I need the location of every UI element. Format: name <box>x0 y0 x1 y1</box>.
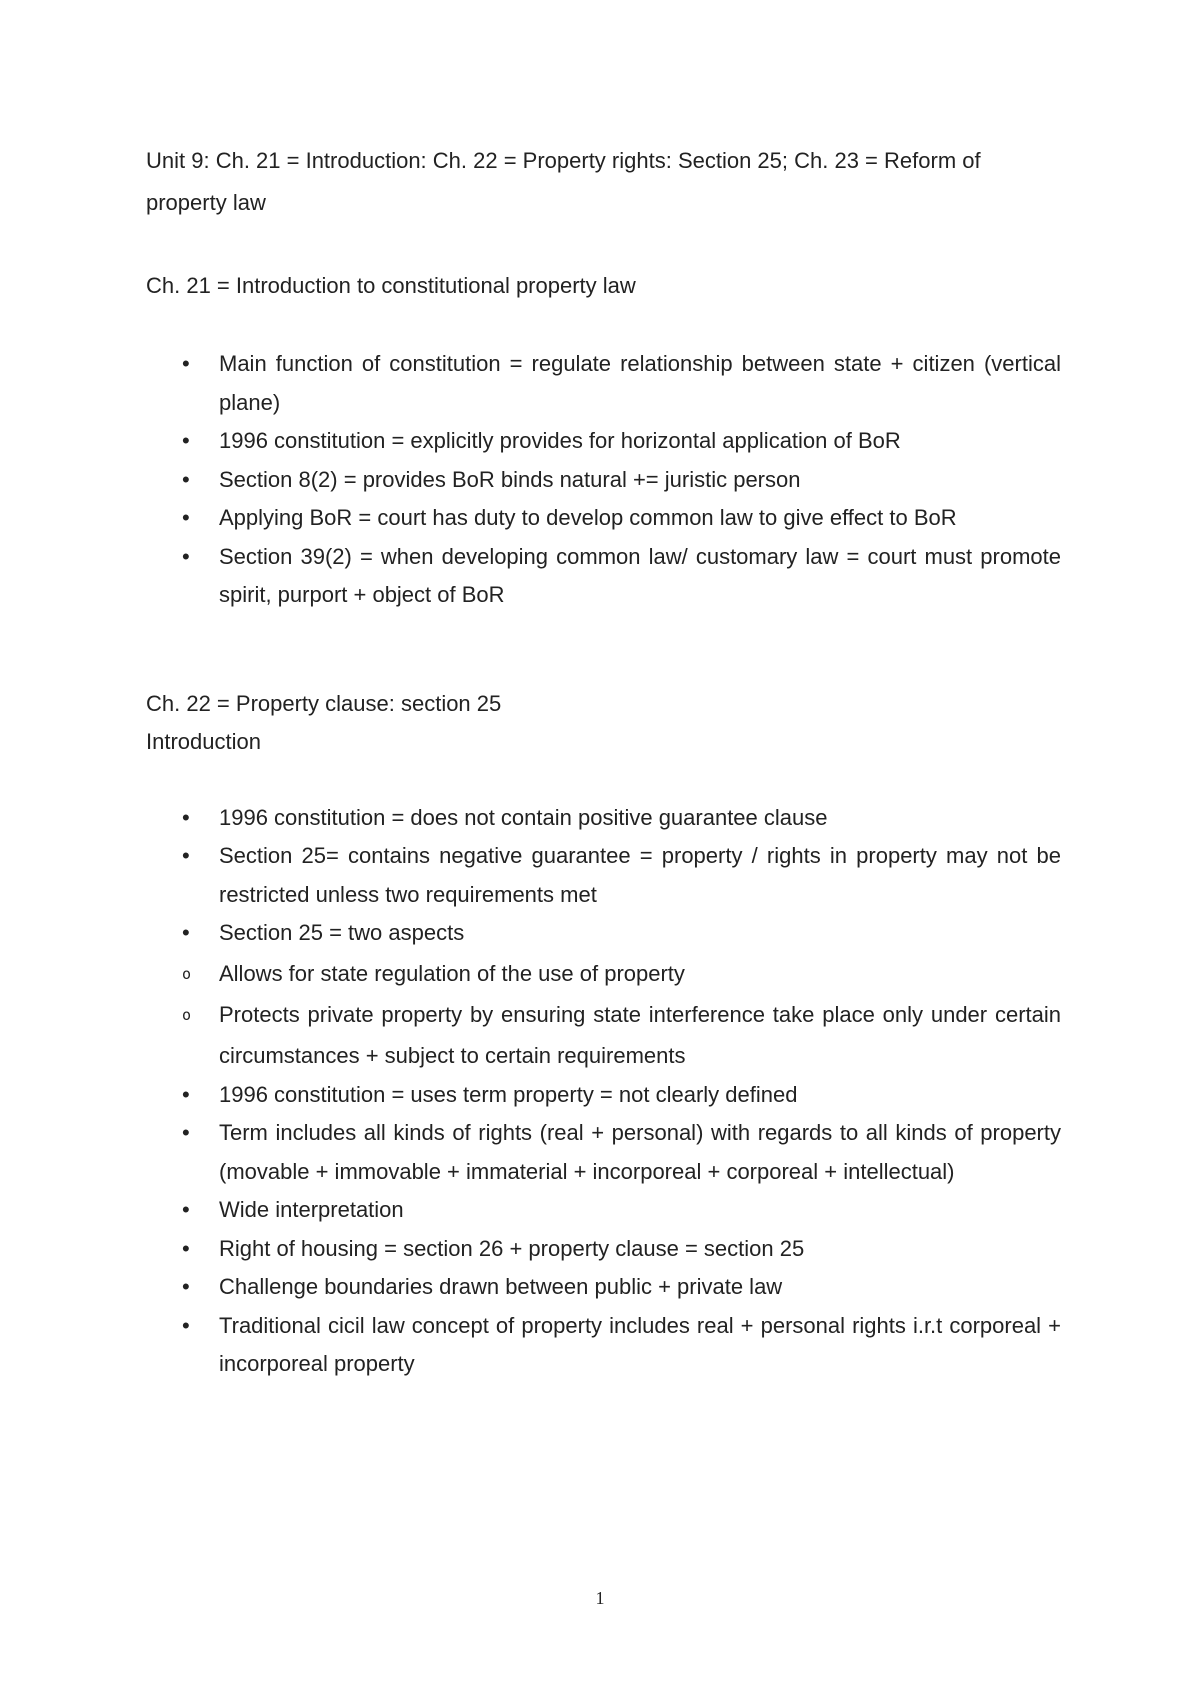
list-item: • 1996 constitution = uses term property = not clearly defined <box>146 1076 1061 1115</box>
chapter-22-heading: Ch. 22 = Property clause: section 25 <box>146 690 502 716</box>
chapter-21-heading: Ch. 21 = Introduction to constitutional property law <box>146 273 636 298</box>
list-item-with-sublist <box>146 914 1061 1076</box>
list-item: • 1996 constitution = explicitly provides for horizontal application of BoR <box>146 422 1061 461</box>
sub-list-item: o Protects private property by ensuring state interference take place only under certain circumstances + subject to certain requirements <box>146 994 1061 1076</box>
list-item-text: Section 25 = two aspects <box>219 920 465 945</box>
list-item: • Challenge boundaries drawn between public + private law <box>146 1268 1061 1307</box>
chapter-22-subheading: Introduction <box>146 728 261 754</box>
list-item: • Applying BoR = court has duty to develop common law to give effect to BoR <box>146 499 1061 538</box>
list-item: • 1996 constitution = does not contain positive guarantee clause <box>146 799 1061 838</box>
sub-list-item: o Allows for state regulation of the use of property <box>146 953 1061 994</box>
chapter-21-bullet-list <box>146 345 1061 615</box>
list-item: • Term includes all kinds of rights (real + personal) with regards to all kinds of property (movable + immovable + immaterial + incorporeal + corporeal + intellectual) <box>146 1114 1061 1191</box>
list-item: • Section 25= contains negative guarantee = property / rights in property may not be restricted unless two requirements met <box>146 837 1061 914</box>
document-title: Unit 9: Ch. 21 = Introduction: Ch. 22 = Property rights: Section 25; Ch. 23 = Reform of property law <box>146 148 981 215</box>
sub-bullet-list <box>146 953 1061 1076</box>
list-item: • Main function of constitution = regulate relationship between state + citizen (vertical plane) <box>146 345 1061 422</box>
list-item: • Traditional cicil law concept of property includes real + personal rights i.r.t corporeal + incorporeal property <box>146 1307 1061 1384</box>
page-number: 1 <box>595 1588 605 1608</box>
list-item: • Wide interpretation <box>146 1191 1061 1230</box>
list-item: • Right of housing = section 26 + property clause = section 25 <box>146 1230 1061 1269</box>
list-item: • Section 8(2) = provides BoR binds natural += juristic person <box>146 461 1061 500</box>
document-body <box>146 140 1061 1384</box>
list-item: • Section 39(2) = when developing common law/ customary law = court must promote spirit, purport + object of BoR <box>146 538 1061 615</box>
chapter-22-bullet-list <box>146 799 1061 1384</box>
